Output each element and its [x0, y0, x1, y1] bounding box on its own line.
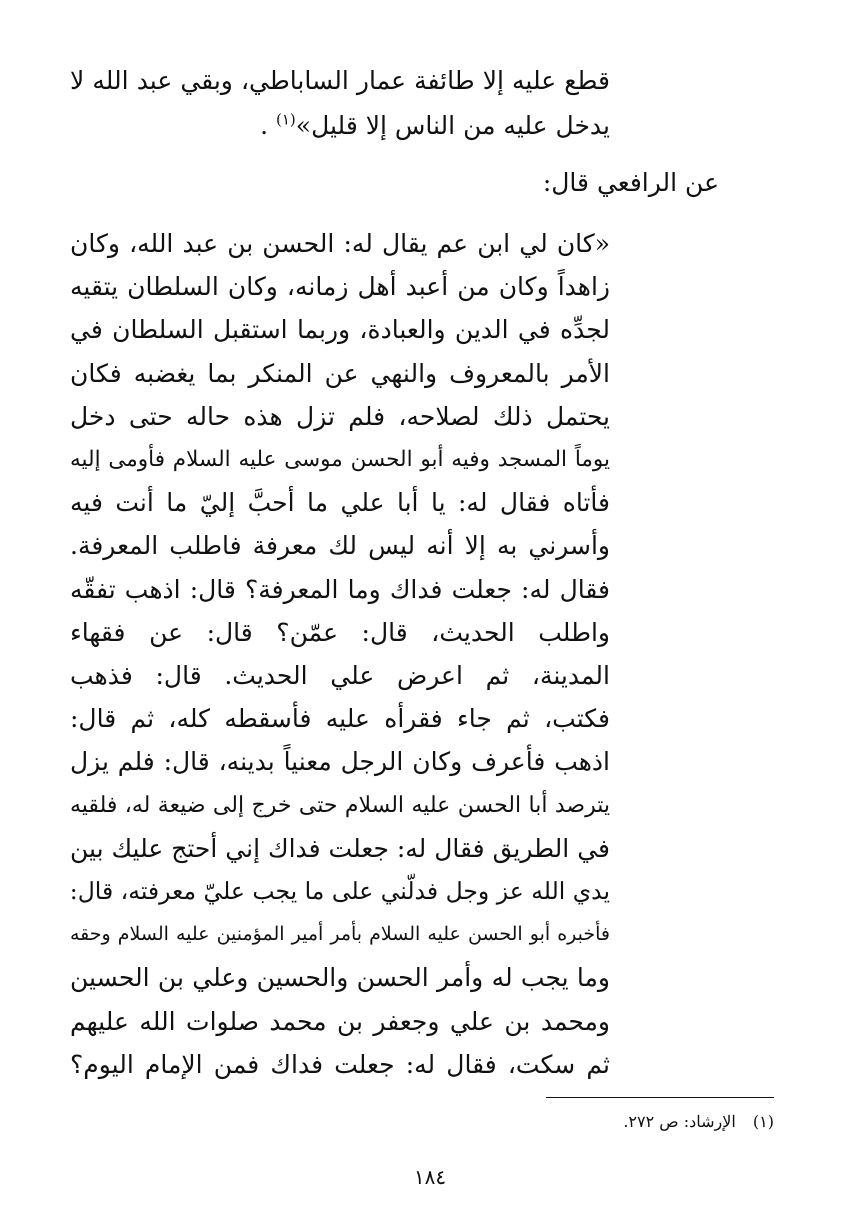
section-heading: عن الرافعي قال: — [542, 168, 719, 197]
text-line: في الطريق فقال له: جعلت فداك إني أحتج عليك بين — [70, 833, 610, 863]
text-line: الأمر بالمعروف والنهي عن المنكر بما يغضبه فكان — [70, 358, 610, 388]
text-line: يترصد أبا الحسن عليه السلام حتى خرج إلى ضيعة له، فلقيه — [70, 792, 610, 818]
text-line: زاهداً وكان من أعبد أهل زمانه، وكان السلطان يتقيه — [70, 272, 610, 302]
text-line: المدينة، ثم اعرض علي الحديث. قال: فذهب — [70, 661, 610, 691]
text-line: يدي الله عز وجل فدلّني على ما يجب عليّ معرفته، قال: — [69, 877, 610, 906]
text-line: فقال له: جعلت فداك وما المعرفة؟ قال: اذهب تفقّه — [70, 574, 610, 604]
footnote-number: (١) — [752, 1112, 774, 1131]
text-line: ثم سكت، فقال له: جعلت فداك فمن الإمام اليوم؟ — [70, 1049, 610, 1079]
text-line: «كان لي ابن عم يقال له: الحسن بن عبد الله، وكان — [70, 229, 610, 258]
text-line — [70, 103, 610, 148]
text-line: يحتمل ذلك لصلاحه، فلم تزل هذه حاله حتى دخل — [70, 401, 610, 431]
text-line: فأتاه فقال له: يا أبا علي ما أحبَّ إليّ ما أنت فيه — [70, 488, 610, 518]
page-number: ١٨٤ — [413, 1165, 447, 1189]
text-line: وأسرني به إلا أنه ليس لك معرفة فاطلب المعرفة. — [70, 531, 610, 561]
footnote-divider — [546, 1097, 774, 1098]
text-fragment: . — [260, 111, 276, 140]
footnote-marker: (١) — [276, 110, 296, 129]
text-line: فأخبره أبو الحسن عليه السلام بأمر أمير المؤمنين عليه السلام وحقه — [70, 923, 610, 946]
footnote — [274, 1110, 774, 1134]
text-line: وما يجب له وأمر الحسن والحسين وعلي بن الحسين — [70, 963, 610, 993]
text-line: اذهب فأعرف وكان الرجل معنياً بدينه، قال: فلم يزل — [70, 747, 610, 777]
footnote-text: الإرشاد: ص ٢٧٢. — [623, 1112, 736, 1131]
quote-paragraph — [70, 222, 610, 1086]
top-paragraph — [70, 58, 610, 148]
text-line: واطلب الحديث، قال: عمّن؟ قال: عن فقهاء — [70, 617, 610, 647]
text-line: فكتب، ثم جاء فقرأه عليه فأسقطه كله، ثم قال: — [70, 704, 610, 734]
text-line: يوماً المسجد وفيه أبو الحسن موسى عليه السلام فأومى إليه — [70, 447, 610, 473]
text-line: ومحمد بن علي وجعفر بن محمد صلوات الله عليهم — [70, 1006, 610, 1036]
text-line: قطع عليه إلا طائفة عمار الساباطي، وبقي عبد الله لا — [70, 66, 611, 95]
text-line: لجدِّه في الدين والعبادة، وربما استقبل السلطان في — [70, 315, 610, 345]
text-fragment: يدخل عليه من الناس إلا قليل» — [295, 111, 610, 140]
